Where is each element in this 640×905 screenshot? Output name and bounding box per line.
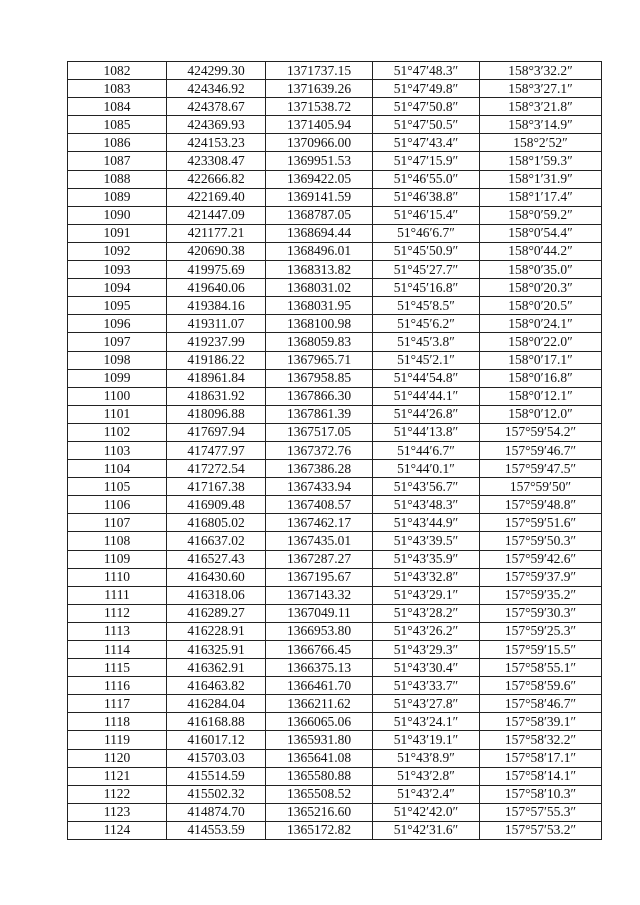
longitude-cell: 157°59′47.5″ — [480, 460, 602, 478]
latitude-cell: 51°44′44.1″ — [373, 387, 480, 405]
table-row — [68, 604, 602, 622]
table-row — [68, 405, 602, 423]
longitude-cell: 158°3′14.9″ — [480, 116, 602, 134]
x-coordinate-cell: 422666.82 — [167, 170, 266, 188]
point-number-cell: 1099 — [68, 369, 167, 387]
longitude-cell: 158°0′16.8″ — [480, 369, 602, 387]
latitude-cell: 51°42′31.6″ — [373, 821, 480, 839]
point-number-cell: 1104 — [68, 460, 167, 478]
table-row — [68, 803, 602, 821]
table-row — [68, 261, 602, 279]
x-coordinate-cell: 424378.67 — [167, 98, 266, 116]
point-number-cell: 1087 — [68, 152, 167, 170]
x-coordinate-cell: 424299.30 — [167, 62, 266, 80]
longitude-cell: 157°59′25.3″ — [480, 622, 602, 640]
x-coordinate-cell: 415514.59 — [167, 767, 266, 785]
point-number-cell: 1116 — [68, 677, 167, 695]
table-row — [68, 496, 602, 514]
table-row — [68, 695, 602, 713]
table-row — [68, 116, 602, 134]
point-number-cell: 1122 — [68, 785, 167, 803]
table-row — [68, 98, 602, 116]
point-number-cell: 1109 — [68, 550, 167, 568]
longitude-cell: 157°58′10.3″ — [480, 785, 602, 803]
x-coordinate-cell: 419237.99 — [167, 333, 266, 351]
longitude-cell: 157°59′37.9″ — [480, 568, 602, 586]
table-row — [68, 423, 602, 441]
y-coordinate-cell: 1370966.00 — [266, 134, 373, 152]
point-number-cell: 1083 — [68, 80, 167, 98]
y-coordinate-cell: 1365172.82 — [266, 821, 373, 839]
longitude-cell: 158°3′27.1″ — [480, 80, 602, 98]
y-coordinate-cell: 1366766.45 — [266, 641, 373, 659]
latitude-cell: 51°43′35.9″ — [373, 550, 480, 568]
point-number-cell: 1105 — [68, 478, 167, 496]
x-coordinate-cell: 424153.23 — [167, 134, 266, 152]
longitude-cell: 158°3′21.8″ — [480, 98, 602, 116]
longitude-cell: 158°0′59.2″ — [480, 206, 602, 224]
y-coordinate-cell: 1371538.72 — [266, 98, 373, 116]
y-coordinate-cell: 1365216.60 — [266, 803, 373, 821]
x-coordinate-cell: 418961.84 — [167, 369, 266, 387]
x-coordinate-cell: 415502.32 — [167, 785, 266, 803]
longitude-cell: 157°57′55.3″ — [480, 803, 602, 821]
point-number-cell: 1082 — [68, 62, 167, 80]
table-row — [68, 297, 602, 315]
longitude-cell: 157°59′48.8″ — [480, 496, 602, 514]
x-coordinate-cell: 416168.88 — [167, 713, 266, 731]
x-coordinate-cell: 414553.59 — [167, 821, 266, 839]
point-number-cell: 1114 — [68, 641, 167, 659]
y-coordinate-cell: 1367462.17 — [266, 514, 373, 532]
point-number-cell: 1089 — [68, 188, 167, 206]
x-coordinate-cell: 416325.91 — [167, 641, 266, 659]
y-coordinate-cell: 1365508.52 — [266, 785, 373, 803]
point-number-cell: 1086 — [68, 134, 167, 152]
y-coordinate-cell: 1368313.82 — [266, 261, 373, 279]
point-number-cell: 1098 — [68, 351, 167, 369]
x-coordinate-cell: 416527.43 — [167, 550, 266, 568]
latitude-cell: 51°43′56.7″ — [373, 478, 480, 496]
y-coordinate-cell: 1367435.01 — [266, 532, 373, 550]
y-coordinate-cell: 1368694.44 — [266, 224, 373, 242]
table-row — [68, 713, 602, 731]
longitude-cell: 157°59′42.6″ — [480, 550, 602, 568]
latitude-cell: 51°46′55.0″ — [373, 170, 480, 188]
x-coordinate-cell: 421177.21 — [167, 224, 266, 242]
latitude-cell: 51°42′42.0″ — [373, 803, 480, 821]
y-coordinate-cell: 1368787.05 — [266, 206, 373, 224]
x-coordinate-cell: 424369.93 — [167, 116, 266, 134]
x-coordinate-cell: 417697.94 — [167, 423, 266, 441]
x-coordinate-cell: 417477.97 — [167, 441, 266, 459]
table-row — [68, 568, 602, 586]
point-number-cell: 1106 — [68, 496, 167, 514]
latitude-cell: 51°45′6.2″ — [373, 315, 480, 333]
y-coordinate-cell: 1367408.57 — [266, 496, 373, 514]
x-coordinate-cell: 423308.47 — [167, 152, 266, 170]
latitude-cell: 51°43′30.4″ — [373, 659, 480, 677]
latitude-cell: 51°47′50.5″ — [373, 116, 480, 134]
longitude-cell: 158°0′17.1″ — [480, 351, 602, 369]
x-coordinate-cell: 422169.40 — [167, 188, 266, 206]
x-coordinate-cell: 421447.09 — [167, 206, 266, 224]
table-row — [68, 206, 602, 224]
y-coordinate-cell: 1367958.85 — [266, 369, 373, 387]
longitude-cell: 158°1′31.9″ — [480, 170, 602, 188]
table-row — [68, 478, 602, 496]
longitude-cell: 157°58′55.1″ — [480, 659, 602, 677]
table-row — [68, 369, 602, 387]
table-row — [68, 351, 602, 369]
latitude-cell: 51°43′26.2″ — [373, 622, 480, 640]
table-row — [68, 170, 602, 188]
point-number-cell: 1094 — [68, 279, 167, 297]
y-coordinate-cell: 1368059.83 — [266, 333, 373, 351]
longitude-cell: 158°0′20.3″ — [480, 279, 602, 297]
y-coordinate-cell: 1369422.05 — [266, 170, 373, 188]
x-coordinate-cell: 418096.88 — [167, 405, 266, 423]
table-row — [68, 767, 602, 785]
latitude-cell: 51°43′32.8″ — [373, 568, 480, 586]
point-number-cell: 1119 — [68, 731, 167, 749]
latitude-cell: 51°43′2.8″ — [373, 767, 480, 785]
table-row — [68, 460, 602, 478]
point-number-cell: 1092 — [68, 242, 167, 260]
y-coordinate-cell: 1371405.94 — [266, 116, 373, 134]
coordinates-table-body — [68, 62, 602, 840]
y-coordinate-cell: 1368496.01 — [266, 242, 373, 260]
longitude-cell: 157°59′30.3″ — [480, 604, 602, 622]
point-number-cell: 1117 — [68, 695, 167, 713]
point-number-cell: 1085 — [68, 116, 167, 134]
table-row — [68, 749, 602, 767]
table-row — [68, 80, 602, 98]
point-number-cell: 1096 — [68, 315, 167, 333]
latitude-cell: 51°43′39.5″ — [373, 532, 480, 550]
longitude-cell: 157°59′35.2″ — [480, 586, 602, 604]
table-row — [68, 279, 602, 297]
table-row — [68, 659, 602, 677]
latitude-cell: 51°44′54.8″ — [373, 369, 480, 387]
longitude-cell: 157°58′17.1″ — [480, 749, 602, 767]
table-row — [68, 188, 602, 206]
table-row — [68, 134, 602, 152]
point-number-cell: 1107 — [68, 514, 167, 532]
x-coordinate-cell: 417272.54 — [167, 460, 266, 478]
y-coordinate-cell: 1368100.98 — [266, 315, 373, 333]
y-coordinate-cell: 1365641.08 — [266, 749, 373, 767]
longitude-cell: 157°59′46.7″ — [480, 441, 602, 459]
table-row — [68, 731, 602, 749]
point-number-cell: 1091 — [68, 224, 167, 242]
y-coordinate-cell: 1371639.26 — [266, 80, 373, 98]
x-coordinate-cell: 416289.27 — [167, 604, 266, 622]
point-number-cell: 1120 — [68, 749, 167, 767]
longitude-cell: 158°0′22.0″ — [480, 333, 602, 351]
x-coordinate-cell: 416362.91 — [167, 659, 266, 677]
latitude-cell: 51°44′13.8″ — [373, 423, 480, 441]
latitude-cell: 51°43′33.7″ — [373, 677, 480, 695]
longitude-cell: 158°1′17.4″ — [480, 188, 602, 206]
table-row — [68, 586, 602, 604]
table-row — [68, 333, 602, 351]
x-coordinate-cell: 420690.38 — [167, 242, 266, 260]
latitude-cell: 51°43′24.1″ — [373, 713, 480, 731]
latitude-cell: 51°43′29.3″ — [373, 641, 480, 659]
latitude-cell: 51°44′0.1″ — [373, 460, 480, 478]
table-row — [68, 821, 602, 839]
latitude-cell: 51°43′44.9″ — [373, 514, 480, 532]
x-coordinate-cell: 419384.16 — [167, 297, 266, 315]
longitude-cell: 158°0′12.0″ — [480, 405, 602, 423]
latitude-cell: 51°45′8.5″ — [373, 297, 480, 315]
table-row — [68, 514, 602, 532]
latitude-cell: 51°45′27.7″ — [373, 261, 480, 279]
y-coordinate-cell: 1367372.76 — [266, 441, 373, 459]
point-number-cell: 1112 — [68, 604, 167, 622]
y-coordinate-cell: 1367287.27 — [266, 550, 373, 568]
coordinates-table — [67, 61, 602, 840]
x-coordinate-cell: 416228.91 — [167, 622, 266, 640]
x-coordinate-cell: 419975.69 — [167, 261, 266, 279]
longitude-cell: 158°0′44.2″ — [480, 242, 602, 260]
y-coordinate-cell: 1367386.28 — [266, 460, 373, 478]
latitude-cell: 51°44′26.8″ — [373, 405, 480, 423]
x-coordinate-cell: 416463.82 — [167, 677, 266, 695]
point-number-cell: 1097 — [68, 333, 167, 351]
longitude-cell: 157°58′14.1″ — [480, 767, 602, 785]
x-coordinate-cell: 416017.12 — [167, 731, 266, 749]
latitude-cell: 51°43′8.9″ — [373, 749, 480, 767]
point-number-cell: 1123 — [68, 803, 167, 821]
table-row — [68, 641, 602, 659]
longitude-cell: 158°0′20.5″ — [480, 297, 602, 315]
x-coordinate-cell: 424346.92 — [167, 80, 266, 98]
longitude-cell: 157°58′32.2″ — [480, 731, 602, 749]
x-coordinate-cell: 416805.02 — [167, 514, 266, 532]
table-row — [68, 152, 602, 170]
point-number-cell: 1124 — [68, 821, 167, 839]
latitude-cell: 51°43′2.4″ — [373, 785, 480, 803]
x-coordinate-cell: 416318.06 — [167, 586, 266, 604]
latitude-cell: 51°47′15.9″ — [373, 152, 480, 170]
y-coordinate-cell: 1368031.95 — [266, 297, 373, 315]
x-coordinate-cell: 416909.48 — [167, 496, 266, 514]
longitude-cell: 158°0′24.1″ — [480, 315, 602, 333]
point-number-cell: 1110 — [68, 568, 167, 586]
latitude-cell: 51°45′16.8″ — [373, 279, 480, 297]
latitude-cell: 51°43′48.3″ — [373, 496, 480, 514]
x-coordinate-cell: 419311.07 — [167, 315, 266, 333]
y-coordinate-cell: 1366065.06 — [266, 713, 373, 731]
point-number-cell: 1108 — [68, 532, 167, 550]
y-coordinate-cell: 1369951.53 — [266, 152, 373, 170]
point-number-cell: 1121 — [68, 767, 167, 785]
point-number-cell: 1090 — [68, 206, 167, 224]
table-row — [68, 224, 602, 242]
latitude-cell: 51°43′28.2″ — [373, 604, 480, 622]
longitude-cell: 157°59′54.2″ — [480, 423, 602, 441]
longitude-cell: 157°58′39.1″ — [480, 713, 602, 731]
table-row — [68, 532, 602, 550]
y-coordinate-cell: 1371737.15 — [266, 62, 373, 80]
latitude-cell: 51°47′50.8″ — [373, 98, 480, 116]
latitude-cell: 51°47′49.8″ — [373, 80, 480, 98]
x-coordinate-cell: 416284.04 — [167, 695, 266, 713]
y-coordinate-cell: 1367861.39 — [266, 405, 373, 423]
longitude-cell: 157°57′53.2″ — [480, 821, 602, 839]
table-row — [68, 242, 602, 260]
x-coordinate-cell: 414874.70 — [167, 803, 266, 821]
y-coordinate-cell: 1366461.70 — [266, 677, 373, 695]
longitude-cell: 157°59′50.3″ — [480, 532, 602, 550]
point-number-cell: 1088 — [68, 170, 167, 188]
latitude-cell: 51°43′29.1″ — [373, 586, 480, 604]
latitude-cell: 51°43′19.1″ — [373, 731, 480, 749]
longitude-cell: 158°0′54.4″ — [480, 224, 602, 242]
longitude-cell: 157°58′59.6″ — [480, 677, 602, 695]
x-coordinate-cell: 419186.22 — [167, 351, 266, 369]
table-row — [68, 441, 602, 459]
latitude-cell: 51°43′27.8″ — [373, 695, 480, 713]
point-number-cell: 1084 — [68, 98, 167, 116]
latitude-cell: 51°45′50.9″ — [373, 242, 480, 260]
x-coordinate-cell: 416637.02 — [167, 532, 266, 550]
y-coordinate-cell: 1367143.32 — [266, 586, 373, 604]
table-row — [68, 785, 602, 803]
longitude-cell: 157°59′15.5″ — [480, 641, 602, 659]
point-number-cell: 1101 — [68, 405, 167, 423]
y-coordinate-cell: 1366953.80 — [266, 622, 373, 640]
y-coordinate-cell: 1366211.62 — [266, 695, 373, 713]
point-number-cell: 1103 — [68, 441, 167, 459]
table-row — [68, 550, 602, 568]
y-coordinate-cell: 1367965.71 — [266, 351, 373, 369]
y-coordinate-cell: 1367517.05 — [266, 423, 373, 441]
y-coordinate-cell: 1365931.80 — [266, 731, 373, 749]
point-number-cell: 1095 — [68, 297, 167, 315]
x-coordinate-cell: 417167.38 — [167, 478, 266, 496]
longitude-cell: 158°3′32.2″ — [480, 62, 602, 80]
longitude-cell: 158°0′35.0″ — [480, 261, 602, 279]
longitude-cell: 157°59′51.6″ — [480, 514, 602, 532]
latitude-cell: 51°46′38.8″ — [373, 188, 480, 206]
latitude-cell: 51°46′15.4″ — [373, 206, 480, 224]
latitude-cell: 51°45′3.8″ — [373, 333, 480, 351]
table-row — [68, 315, 602, 333]
x-coordinate-cell: 419640.06 — [167, 279, 266, 297]
point-number-cell: 1113 — [68, 622, 167, 640]
x-coordinate-cell: 415703.03 — [167, 749, 266, 767]
longitude-cell: 157°58′46.7″ — [480, 695, 602, 713]
longitude-cell: 158°1′59.3″ — [480, 152, 602, 170]
x-coordinate-cell: 418631.92 — [167, 387, 266, 405]
point-number-cell: 1118 — [68, 713, 167, 731]
point-number-cell: 1115 — [68, 659, 167, 677]
y-coordinate-cell: 1367433.94 — [266, 478, 373, 496]
y-coordinate-cell: 1367195.67 — [266, 568, 373, 586]
table-row — [68, 677, 602, 695]
latitude-cell: 51°47′43.4″ — [373, 134, 480, 152]
y-coordinate-cell: 1367866.30 — [266, 387, 373, 405]
y-coordinate-cell: 1366375.13 — [266, 659, 373, 677]
table-row — [68, 387, 602, 405]
table-row — [68, 622, 602, 640]
point-number-cell: 1111 — [68, 586, 167, 604]
y-coordinate-cell: 1365580.88 — [266, 767, 373, 785]
latitude-cell: 51°44′6.7″ — [373, 441, 480, 459]
longitude-cell: 158°0′12.1″ — [480, 387, 602, 405]
point-number-cell: 1100 — [68, 387, 167, 405]
point-number-cell: 1093 — [68, 261, 167, 279]
x-coordinate-cell: 416430.60 — [167, 568, 266, 586]
y-coordinate-cell: 1369141.59 — [266, 188, 373, 206]
latitude-cell: 51°47′48.3″ — [373, 62, 480, 80]
point-number-cell: 1102 — [68, 423, 167, 441]
y-coordinate-cell: 1367049.11 — [266, 604, 373, 622]
latitude-cell: 51°45′2.1″ — [373, 351, 480, 369]
latitude-cell: 51°46′6.7″ — [373, 224, 480, 242]
longitude-cell: 158°2′52″ — [480, 134, 602, 152]
y-coordinate-cell: 1368031.02 — [266, 279, 373, 297]
longitude-cell: 157°59′50″ — [480, 478, 602, 496]
table-row — [68, 62, 602, 80]
